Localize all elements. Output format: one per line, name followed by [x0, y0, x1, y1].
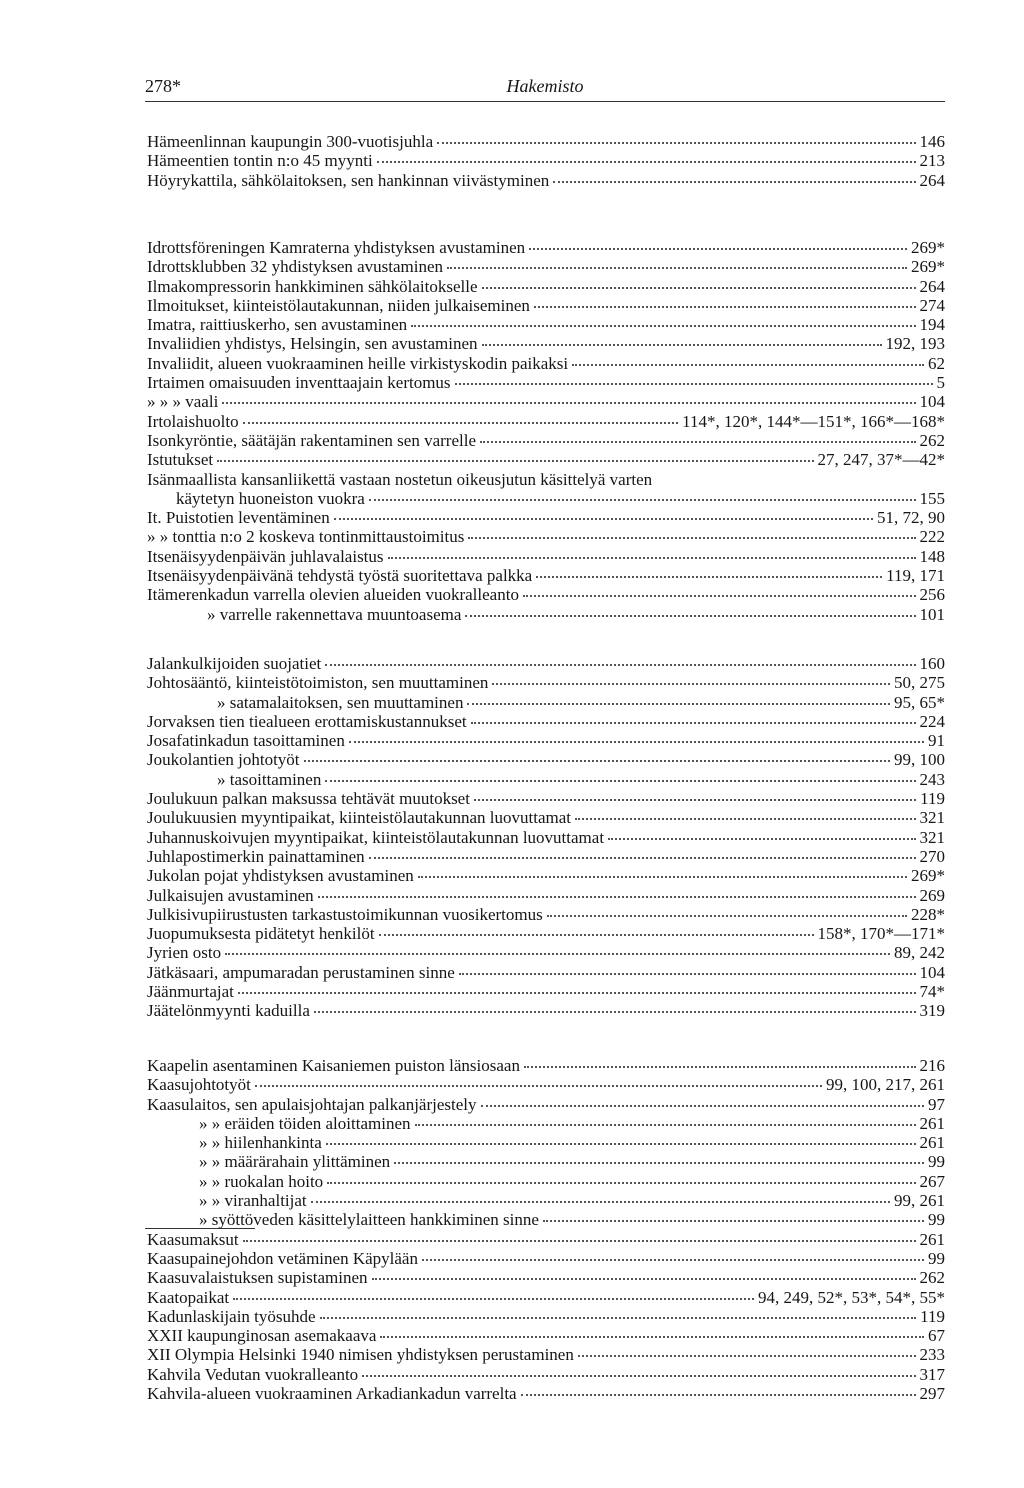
entry-text: käytetyn huoneiston vuokra	[176, 488, 365, 508]
entry-text: Jäänmurtajat	[147, 982, 234, 1002]
index-entry	[147, 132, 945, 151]
entry-text: Jätkäsaari, ampumaradan perustaminen sinne	[147, 962, 455, 982]
entry-text: Kaasuvalaistuksen supistaminen	[147, 1268, 368, 1288]
entry-text: Johtosääntö, kiinteistötoimiston, sen muuttaminen	[147, 673, 489, 693]
entry-pages: 158*, 170*—171*	[817, 924, 945, 944]
entry-text: » » eräiden töiden aloittaminen	[199, 1113, 411, 1133]
entry-pages: 267	[919, 1171, 945, 1191]
index-entry	[147, 1095, 945, 1114]
leader-dots	[243, 1240, 916, 1242]
leader-dots	[482, 344, 882, 346]
leader-dots	[480, 441, 915, 443]
index-entry	[147, 1307, 945, 1326]
index-entry	[147, 1056, 945, 1075]
leader-dots	[536, 576, 882, 578]
entry-text: Kaasujohtotyöt	[147, 1075, 251, 1095]
leader-dots	[318, 896, 916, 898]
entry-text: Kahvila Vedutan vuokralleanto	[147, 1364, 359, 1384]
entry-pages: 224	[919, 711, 945, 731]
entry-text: Kaapelin asentaminen Kaisaniemen puiston länsiosaan	[147, 1056, 520, 1075]
leader-dots	[320, 1317, 917, 1319]
page-title: Hakemisto	[506, 76, 584, 96]
entry-text: Kaatopaikat	[147, 1287, 230, 1307]
entry-pages: 319	[919, 1001, 945, 1021]
entry-text: Ilmakompressorin hankkiminen sähkölaitokselle	[147, 276, 478, 296]
index-entry	[147, 508, 945, 527]
entry-text: Jyrien osto	[147, 943, 222, 963]
index-entry	[147, 257, 945, 276]
leader-dots	[394, 1162, 924, 1164]
entry-text: » tasoittaminen	[217, 769, 322, 789]
leader-dots	[459, 973, 916, 975]
entry-pages: 269	[919, 885, 945, 905]
entry-text: It. Puistotien leventäminen	[147, 508, 330, 528]
entry-text: Hämeenlinnan kaupungin 300-vuotisjuhla	[147, 132, 434, 151]
entry-pages: 95, 65*	[894, 692, 945, 712]
leader-dots	[362, 1375, 915, 1377]
entry-text: Invaliidien yhdistys, Helsingin, sen avustaminen	[147, 334, 478, 354]
entry-pages: 74*	[919, 982, 945, 1002]
entry-pages: 5	[936, 373, 945, 393]
entry-pages: 274	[919, 295, 945, 315]
index-entry	[147, 654, 945, 673]
index-entry	[147, 866, 945, 885]
entry-text: Irtaimen omaisuuden inventtaajain kertomus	[147, 373, 451, 393]
leader-dots	[349, 741, 924, 743]
index-entry	[147, 712, 945, 731]
index-entry	[147, 527, 945, 546]
entry-text: Jalankulkijoiden suojatiet	[147, 654, 322, 673]
entry-pages: 160	[919, 654, 945, 673]
leader-dots	[238, 992, 916, 994]
entry-text: Invaliidit, alueen vuokraaminen heille virkistyskodin paikaksi	[147, 353, 569, 373]
entry-pages: 99, 261	[894, 1191, 945, 1211]
index-entry	[147, 605, 945, 624]
index-entry	[147, 1384, 945, 1403]
entry-pages: 269*	[911, 866, 945, 886]
entry-pages: 119	[920, 1306, 945, 1326]
entry-text: Idrottsföreningen Kamraterna yhdistyksen avustaminen	[147, 238, 526, 257]
index-entry	[147, 1230, 945, 1249]
entry-pages: 222	[919, 527, 945, 547]
entry-text: Höyrykattila, sähkölaitoksen, sen hankinnan viivästyminen	[147, 170, 550, 190]
entry-pages: 262	[919, 1268, 945, 1288]
page-number: 278*	[145, 76, 181, 96]
index-entry	[147, 1365, 945, 1384]
entry-pages: 297	[919, 1384, 945, 1404]
leader-dots	[447, 267, 907, 269]
entry-text: Julkaisujen avustaminen	[147, 885, 314, 905]
leader-dots	[255, 1085, 822, 1087]
leader-dots	[314, 1011, 916, 1013]
section-divider	[145, 1228, 255, 1229]
leader-dots	[326, 1143, 916, 1145]
index-entry	[147, 1326, 945, 1345]
leader-dots	[437, 142, 915, 144]
leader-dots	[311, 1201, 890, 1203]
entry-pages: 99	[928, 1248, 945, 1268]
index-entry	[147, 982, 945, 1001]
entry-text: Itsenäisyydenpäivänä tehdystä työstä suoritettava palkka	[147, 566, 533, 586]
leader-dots	[482, 287, 916, 289]
index-entry	[147, 1191, 945, 1210]
entry-text: » » määrärahain ylittäminen	[199, 1152, 391, 1172]
leader-dots	[529, 248, 907, 250]
index-entry	[147, 1268, 945, 1287]
entry-pages: 261	[919, 1133, 945, 1153]
entry-text: Jukolan pojat yhdistyksen avustaminen	[147, 866, 414, 886]
index-entry	[147, 450, 945, 469]
entry-text: Kaasupainejohdon vetäminen Käpylään	[147, 1248, 418, 1268]
entry-pages: 114*, 120*, 144*—151*, 166*—168*	[682, 411, 945, 431]
leader-dots	[369, 857, 916, 859]
entry-text: Ilmoitukset, kiinteistölautakunnan, niiden julkaiseminen	[147, 295, 530, 315]
entry-text: Irtolaishuolto	[147, 411, 239, 431]
entry-text: XXII kaupunginosan asemakaava	[147, 1326, 377, 1346]
leader-dots	[325, 664, 915, 666]
entry-pages: 146	[919, 132, 945, 151]
entry-text: Istutukset	[147, 450, 214, 470]
leader-dots	[222, 402, 915, 404]
leader-dots	[547, 915, 907, 917]
leader-dots	[377, 161, 916, 163]
entry-text: Isänmaallista kansanliikettä vastaan nostetun oikeusjutun käsittelyä varten	[147, 469, 653, 489]
index-entry	[147, 354, 945, 373]
entry-pages: 104	[919, 392, 945, 412]
entry-pages: 62	[928, 353, 945, 373]
leader-dots	[455, 383, 933, 385]
entry-pages: 264	[919, 170, 945, 190]
leader-dots	[608, 838, 915, 840]
index-entry	[147, 238, 945, 257]
leader-dots	[379, 934, 814, 936]
entry-text: Jäätelönmyynti kaduilla	[147, 1001, 310, 1021]
leader-dots	[553, 181, 915, 183]
leader-dots	[471, 722, 916, 724]
leader-dots	[415, 1124, 916, 1126]
index-entry	[147, 1345, 945, 1364]
entry-text: » » » vaali	[147, 392, 219, 412]
index-entry	[147, 392, 945, 411]
leader-dots	[243, 422, 679, 424]
entry-pages: 256	[919, 585, 945, 605]
index-entry	[147, 1114, 945, 1133]
entry-text: Kaasumaksut	[147, 1229, 239, 1249]
index-group-h	[147, 132, 945, 190]
leader-dots	[521, 1394, 916, 1396]
leader-dots	[467, 703, 890, 705]
entry-text: Juhannuskoivujen myyntipaikat, kiinteistölautakunnan luovuttamat	[147, 827, 605, 847]
index-entry	[147, 808, 945, 827]
entry-text: » satamalaitoksen, sen muuttaminen	[217, 692, 464, 712]
index-entry	[147, 1172, 945, 1191]
entry-pages: 213	[919, 151, 945, 171]
leader-dots	[380, 1336, 924, 1338]
leader-dots	[572, 364, 924, 366]
leader-dots	[304, 760, 890, 762]
leader-dots	[474, 799, 916, 801]
entry-text: Imatra, raittiuskerho, sen avustaminen	[147, 315, 408, 335]
entry-pages: 99, 100, 217, 261	[826, 1075, 945, 1095]
index-entry	[147, 905, 945, 924]
leader-dots	[534, 306, 916, 308]
index-entry	[147, 924, 945, 943]
index-entry	[147, 1249, 945, 1268]
entry-pages: 119, 171	[886, 566, 945, 586]
index-entry	[147, 731, 945, 750]
entry-text: Juhlapostimerkin painattaminen	[147, 846, 365, 866]
entry-text: Hämeentien tontin n:o 45 myynti	[147, 151, 373, 171]
leader-dots	[578, 1355, 916, 1357]
entry-pages: 321	[919, 827, 945, 847]
entry-pages: 216	[919, 1056, 945, 1075]
leader-dots	[523, 595, 916, 597]
leader-dots	[388, 557, 916, 559]
entry-pages: 119	[920, 789, 945, 809]
index-group-k	[147, 1056, 945, 1403]
entry-text: Idrottsklubben 32 yhdistyksen avustaminen	[147, 257, 444, 277]
entry-text: » » ruokalan hoito	[199, 1171, 324, 1191]
index-entry	[147, 673, 945, 692]
entry-pages: 233	[919, 1345, 945, 1365]
leader-dots	[325, 780, 915, 782]
entry-pages: 148	[919, 546, 945, 566]
leader-dots	[575, 818, 916, 820]
entry-text: » syöttöveden käsittelylaitteen hankkiminen sinne	[199, 1210, 539, 1230]
entry-text: Kaasulaitos, sen apulaisjohtajan palkanjärjestely	[147, 1094, 477, 1114]
entry-pages: 91	[928, 731, 945, 751]
leader-dots	[327, 1182, 915, 1184]
index-entry	[147, 151, 945, 170]
entry-text: Jorvaksen tien tiealueen erottamiskustannukset	[147, 711, 467, 731]
leader-dots	[369, 499, 916, 501]
index-group-i	[147, 238, 945, 624]
entry-pages: 99	[928, 1152, 945, 1172]
entry-pages: 270	[919, 846, 945, 866]
entry-pages: 89, 242	[894, 943, 945, 963]
entry-text: Josafatinkadun tasoittaminen	[147, 731, 345, 751]
leader-dots	[543, 1220, 924, 1222]
leader-dots	[492, 683, 890, 685]
index-entry	[147, 828, 945, 847]
entry-pages: 51, 72, 90	[877, 508, 945, 528]
entry-text: XII Olympia Helsinki 1940 nimisen yhdistyksen perustaminen	[147, 1345, 574, 1365]
leader-dots	[225, 953, 890, 955]
leader-dots	[217, 460, 813, 462]
entry-pages: 192, 193	[885, 334, 945, 354]
leader-dots	[372, 1278, 916, 1280]
index-entry	[147, 770, 945, 789]
entry-pages: 228*	[911, 904, 945, 924]
entry-pages: 194	[919, 315, 945, 335]
entry-text: Kahvila-alueen vuokraaminen Arkadiankadun varrelta	[147, 1384, 517, 1404]
entry-pages: 101	[919, 604, 945, 624]
index-entry	[147, 585, 945, 604]
leader-dots	[481, 1105, 924, 1107]
index-entry	[147, 1075, 945, 1094]
index-entry	[147, 750, 945, 769]
entry-text: Juopumuksesta pidätetyt henkilöt	[147, 924, 375, 944]
entry-text: Kadunlaskijain työsuhde	[147, 1306, 316, 1326]
index-entry	[147, 373, 945, 392]
entry-text: Joukolantien johtotyöt	[147, 750, 300, 770]
entry-text: Itämerenkadun varrella olevien alueiden vuokralleanto	[147, 585, 519, 605]
index-entry	[147, 1288, 945, 1307]
entry-pages: 321	[919, 808, 945, 828]
index-entry	[147, 1152, 945, 1171]
entry-pages: 264	[919, 276, 945, 296]
leader-dots	[233, 1298, 754, 1300]
index-entry	[147, 1001, 945, 1020]
entry-pages: 94, 249, 52*, 53*, 54*, 55*	[758, 1287, 945, 1307]
entry-pages: 269*	[911, 238, 945, 257]
leader-dots	[465, 615, 915, 617]
index-entry	[147, 566, 945, 585]
index-entry	[147, 315, 945, 334]
index-entry	[147, 847, 945, 866]
leader-dots	[422, 1259, 924, 1261]
index-entry	[147, 412, 945, 431]
index-entry	[147, 943, 945, 962]
index-entry	[147, 171, 945, 190]
entry-pages: 261	[919, 1113, 945, 1133]
entry-pages: 27, 247, 37*—42*	[817, 450, 945, 470]
entry-pages: 67	[928, 1326, 945, 1346]
entry-pages: 317	[919, 1364, 945, 1384]
entry-pages: 261	[919, 1229, 945, 1249]
leader-dots	[418, 876, 907, 878]
entry-pages: 262	[919, 430, 945, 450]
index-entry	[147, 693, 945, 712]
entry-pages: 99	[928, 1210, 945, 1230]
entry-text: Julkisivupiirustusten tarkastustoimikunnan vuosikertomus	[147, 904, 543, 924]
entry-text: » » hiilenhankinta	[199, 1133, 322, 1153]
index-entry	[147, 277, 945, 296]
index-entry	[147, 470, 945, 489]
header-rule	[145, 101, 945, 102]
entry-text: » » tonttia n:o 2 koskeva tontinmittaustoimitus	[147, 527, 465, 547]
entry-text: Itsenäisyydenpäivän juhlavalaistus	[147, 546, 384, 566]
entry-text: Joulukuun palkan maksussa tehtävät muutokset	[147, 789, 470, 809]
page-header	[145, 76, 945, 102]
index-entry	[147, 547, 945, 566]
entry-pages: 269*	[911, 257, 945, 277]
leader-dots	[468, 537, 915, 539]
entry-text: Isonkyröntie, säätäjän rakentaminen sen varrelle	[147, 430, 477, 450]
index-entry	[147, 886, 945, 905]
entry-pages: 99, 100	[894, 750, 945, 770]
index-group-j	[147, 654, 945, 1021]
index-entry	[147, 489, 945, 508]
index-entry	[147, 431, 945, 450]
index-entry	[147, 334, 945, 353]
entry-pages: 243	[919, 769, 945, 789]
entry-pages: 50, 275	[894, 673, 945, 693]
entry-pages: 104	[919, 962, 945, 982]
leader-dots	[524, 1066, 916, 1068]
index-entry	[147, 789, 945, 808]
index-entry	[147, 963, 945, 982]
leader-dots	[334, 518, 873, 520]
index-entry	[147, 1210, 945, 1229]
index-entry	[147, 1133, 945, 1152]
index-entry	[147, 296, 945, 315]
entry-pages: 97	[928, 1094, 945, 1114]
entry-text: Joulukuusien myyntipaikat, kiinteistölautakunnan luovuttamat	[147, 808, 571, 828]
entry-text: » varrelle rakennettava muuntoasema	[207, 604, 462, 624]
entry-text: » » viranhaltijat	[199, 1191, 307, 1211]
entry-pages: 155	[919, 488, 945, 508]
leader-dots	[411, 325, 915, 327]
